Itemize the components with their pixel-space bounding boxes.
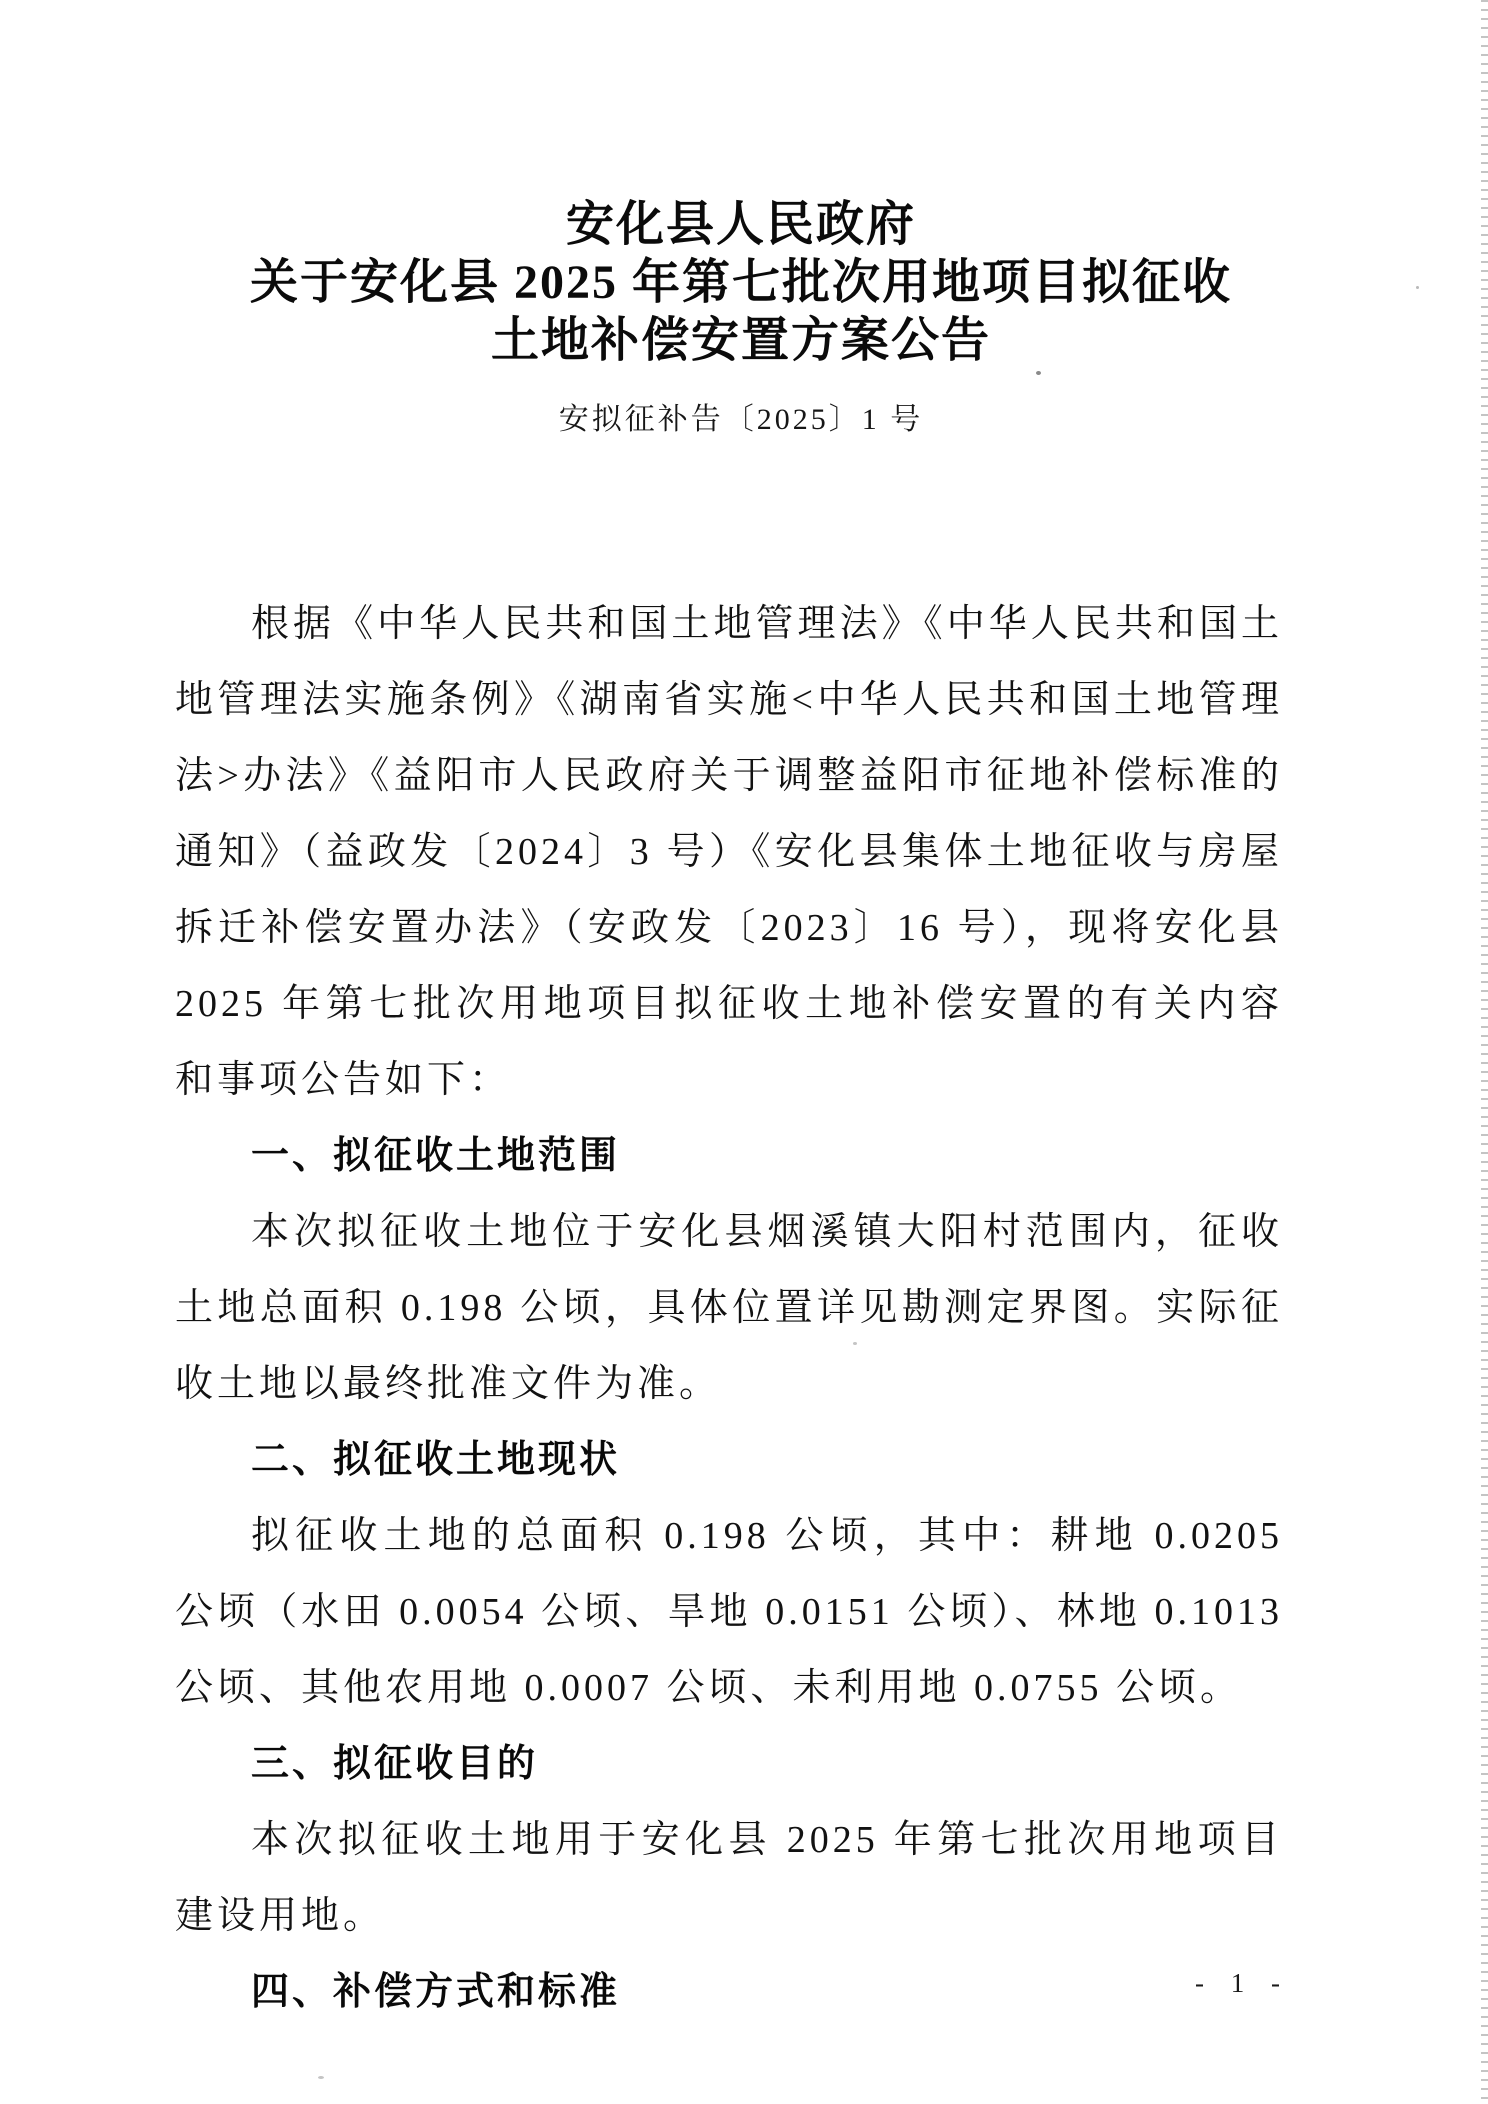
section-heading: 一、拟征收土地范围: [251, 1135, 621, 1177]
document-title: [187, 196, 1295, 370]
page-number: - 1 -: [1195, 1968, 1290, 1998]
section-heading: 二、拟征收土地现状: [251, 1439, 621, 1481]
document-body: [175, 586, 1283, 2030]
document-number: 安拟征补告〔2025〕1 号: [558, 403, 924, 436]
body-paragraph: 本次拟征收土地用于安化县 2025 年第七批次用地项目建设用地。: [175, 1819, 1283, 1937]
body-paragraph: 拟征收土地的总面积 0.198 公顷，其中：耕地 0.0205 公顷（水田 0.0054 公顷、旱地 0.0151 公顷）、林地 0.1013 公顷、其他农用地 0.0007 公顷、未利用地 0.0755 公顷。: [175, 1515, 1283, 1709]
section-heading: 四、补偿方式和标准: [251, 1971, 621, 2013]
scan-speck: [1416, 286, 1419, 289]
scan-speck: [853, 1342, 857, 1345]
scan-edge-noise: [1481, 0, 1488, 2104]
section-heading: 三、拟征收目的: [251, 1743, 539, 1785]
scan-speck: [318, 2076, 324, 2079]
title-line-3: 土地补偿安置方案公告: [490, 314, 991, 367]
body-paragraph: 根据《中华人民共和国土地管理法》《中华人民共和国土地管理法实施条例》《湖南省实施<中华人民共和国土地管理法>办法》《益阳市人民政府关于调整益阳市征地补偿标准的通知》（益政发〔2024〕3 号）《安化县集体土地征收与房屋拆迁补偿安置办法》（安政发〔2023〕16 号），现将安化县 2025 年第七批次用地项目拟征收土地补偿安置的有关内容和事项公告如下：: [175, 603, 1283, 1101]
title-line-2: 关于安化县 2025 年第七批次用地项目拟征收: [249, 256, 1232, 309]
scan-speck: [1036, 371, 1041, 375]
title-line-1: 安化县人民政府: [565, 198, 916, 251]
body-paragraph: 本次拟征收土地位于安化县烟溪镇大阳村范围内，征收土地总面积 0.198 公顷，具体位置详见勘测定界图。实际征收土地以最终批准文件为准。: [175, 1211, 1283, 1405]
document-content: [175, 196, 1283, 2030]
